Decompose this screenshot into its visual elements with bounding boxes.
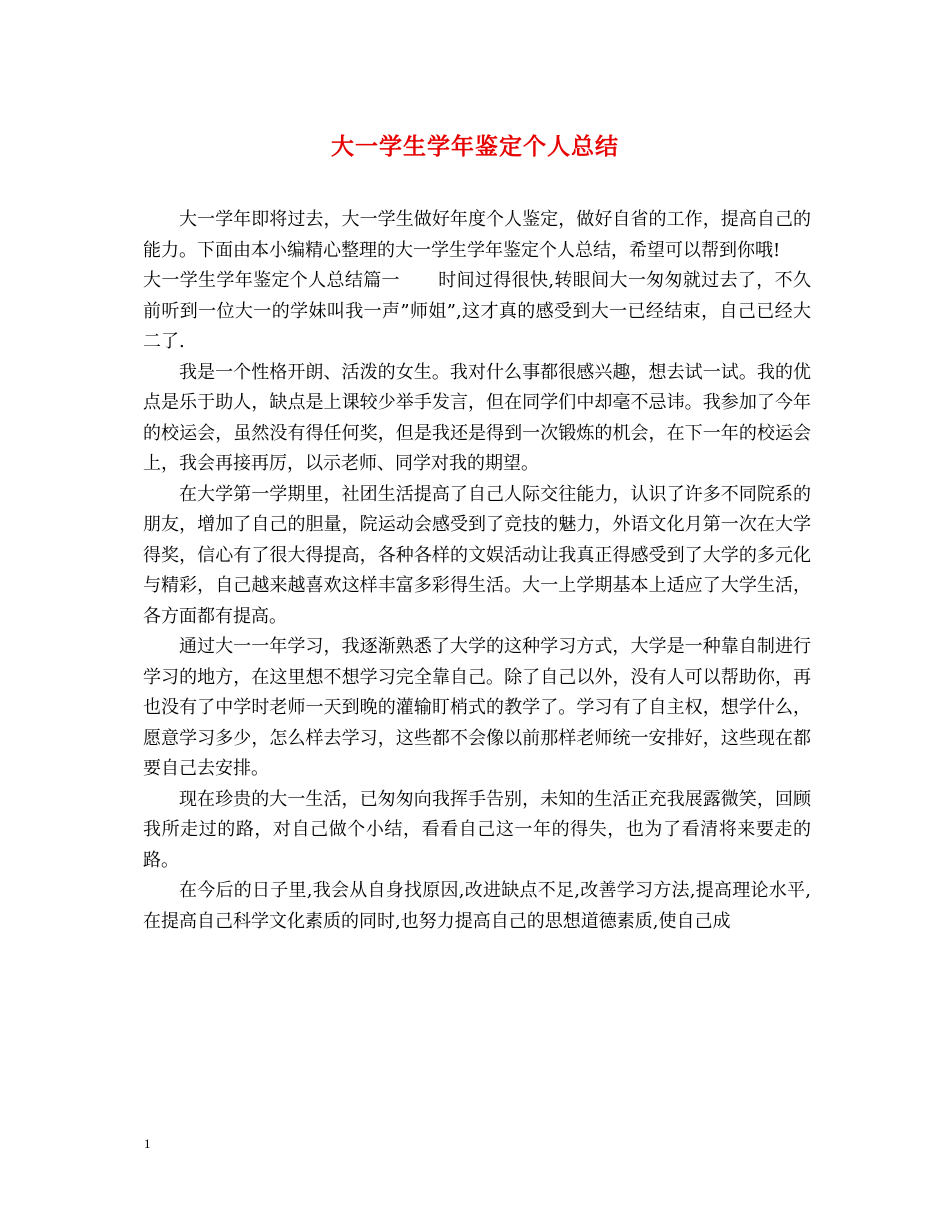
page-number: 1 [144,1136,151,1151]
paragraph-review: 现在珍贵的大一生活，已匆匆向我挥手告别，未知的生活正充我展露微笑，回顾我所走过的路，对自己做个小结，看看自己这一年的得失，也为了看清将来要走的路。 [143,788,811,871]
paragraph-section-one [143,266,811,358]
document-body [143,205,811,937]
paragraph-personality: 我是一个性格开朗、活泼的女生。我对什么事都很感兴趣，想去试一试。我的优点是乐于助人，缺点是上课较少举手发言，但在同学们中却毫不忌讳。我参加了今年的校运会，虽然没有得任何奖，但是我还是得到一次锻炼的机会，在下一年的校运会上，我会再接再厉，以示老师、同学对我的期望。 [143,361,811,474]
paragraph-first-semester: 在大学第一学期里，社团生活提高了自己人际交往能力，认识了许多不同院系的朋友，增加了自己的胆量，院运动会感受到了竞技的魅力，外语文化月第一次在大学得奖，信心有了很大得提高，各种各样的文娱活动让我真正得感受到了大学的多元化与精彩，自己越来越喜欢这样丰富多彩得生活。大一上学期基本上适应了大学生活，各方面都有提高。 [143,483,811,627]
document-title: 大一学生学年鉴定个人总结 [331,133,619,160]
section-heading: 大一学生学年鉴定个人总结篇一 [143,270,400,291]
paragraph-intro: 大一学年即将过去，大一学生做好年度个人鉴定，做好自省的工作，提高自己的能力。下面由本小编精心整理的大一学生学年鉴定个人总结，希望可以帮到你哦! [143,209,811,261]
paragraph-future: 在今后的日子里,我会从自身找原因,改进缺点不足,改善学习方法,提高理论水平,在提高自己科学文化素质的同时,也努力提高自己的思想道德素质,使自己成 [143,880,811,932]
paragraph-study-method: 通过大一一年学习，我逐渐熟悉了大学的这种学习方式，大学是一种靠自制进行学习的地方，在这里想不想学习完全靠自己。除了自己以外，没有人可以帮助你，再也没有了中学时老师一天到晚的灌输盯梢式的教学了。学习有了自主权，想学什么，愿意学习多少，怎么样去学习，这些都不会像以前那样老师统一安排好，这些现在都要自己去安排。 [143,636,811,779]
section-text: 时间过得很快,转眼间大一匆匆就过去了，不久前听到一位大一的学妹叫我一声”师姐”,这才真的感受到大一已经结束，自己已经大二了. [143,270,811,352]
